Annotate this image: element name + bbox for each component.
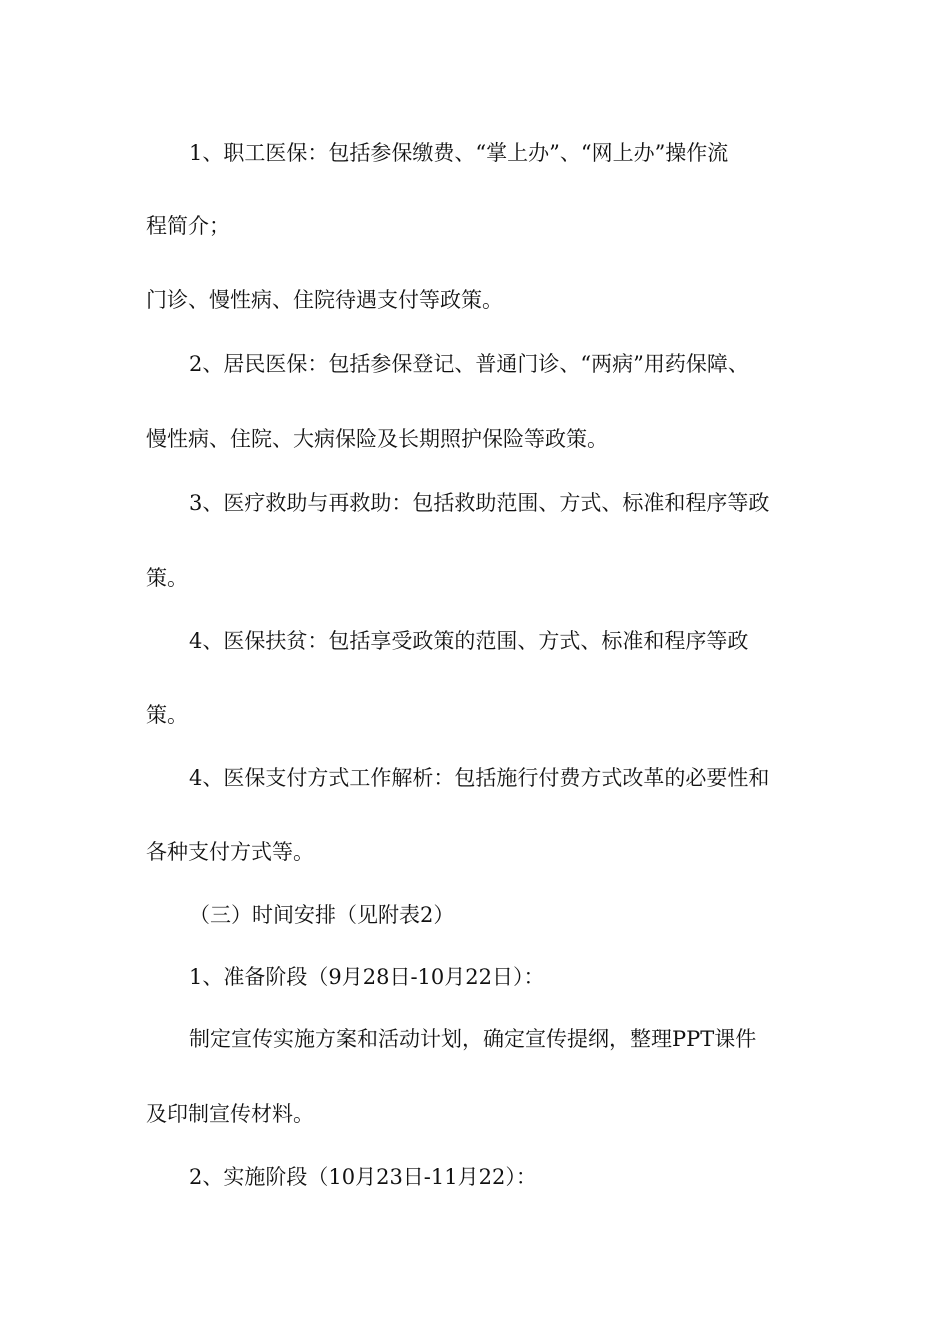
paragraph-line: 3、医疗救助与再救助：包括救助范围、方式、标准和程序等政 [189,491,770,515]
paragraph-line: 策。 [146,703,188,727]
paragraph-line: 1、准备阶段（9月28日-10月22日）： [189,965,545,989]
section-heading: （三）时间安排（见附表2） [189,903,455,927]
paragraph-line: 1、职工医保：包括参保缴费、“掌上办”、“网上办”操作流 [189,141,729,165]
paragraph-line: 及印制宣传材料。 [146,1102,314,1126]
paragraph-line: 制定宣传实施方案和活动计划，确定宣传提纲，整理PPT课件 [189,1027,757,1051]
paragraph-line: 慢性病、住院、大病保险及长期照护保险等政策。 [146,427,608,451]
paragraph-line: 门诊、慢性病、住院待遇支付等政策。 [146,288,503,312]
paragraph-line: 2、实施阶段（10月23日-11月22）： [189,1165,537,1189]
paragraph-line: 2、居民医保：包括参保登记、普通门诊、“两病”用药保障、 [189,352,749,376]
paragraph-line: 4、医保扶贫：包括享受政策的范围、方式、标准和程序等政 [189,629,749,653]
paragraph-line: 策。 [146,566,188,590]
paragraph-line: 各种支付方式等。 [146,840,314,864]
paragraph-line: 程简介； [146,214,230,238]
paragraph-line: 4、医保支付方式工作解析：包括施行付费方式改革的必要性和 [189,766,770,790]
